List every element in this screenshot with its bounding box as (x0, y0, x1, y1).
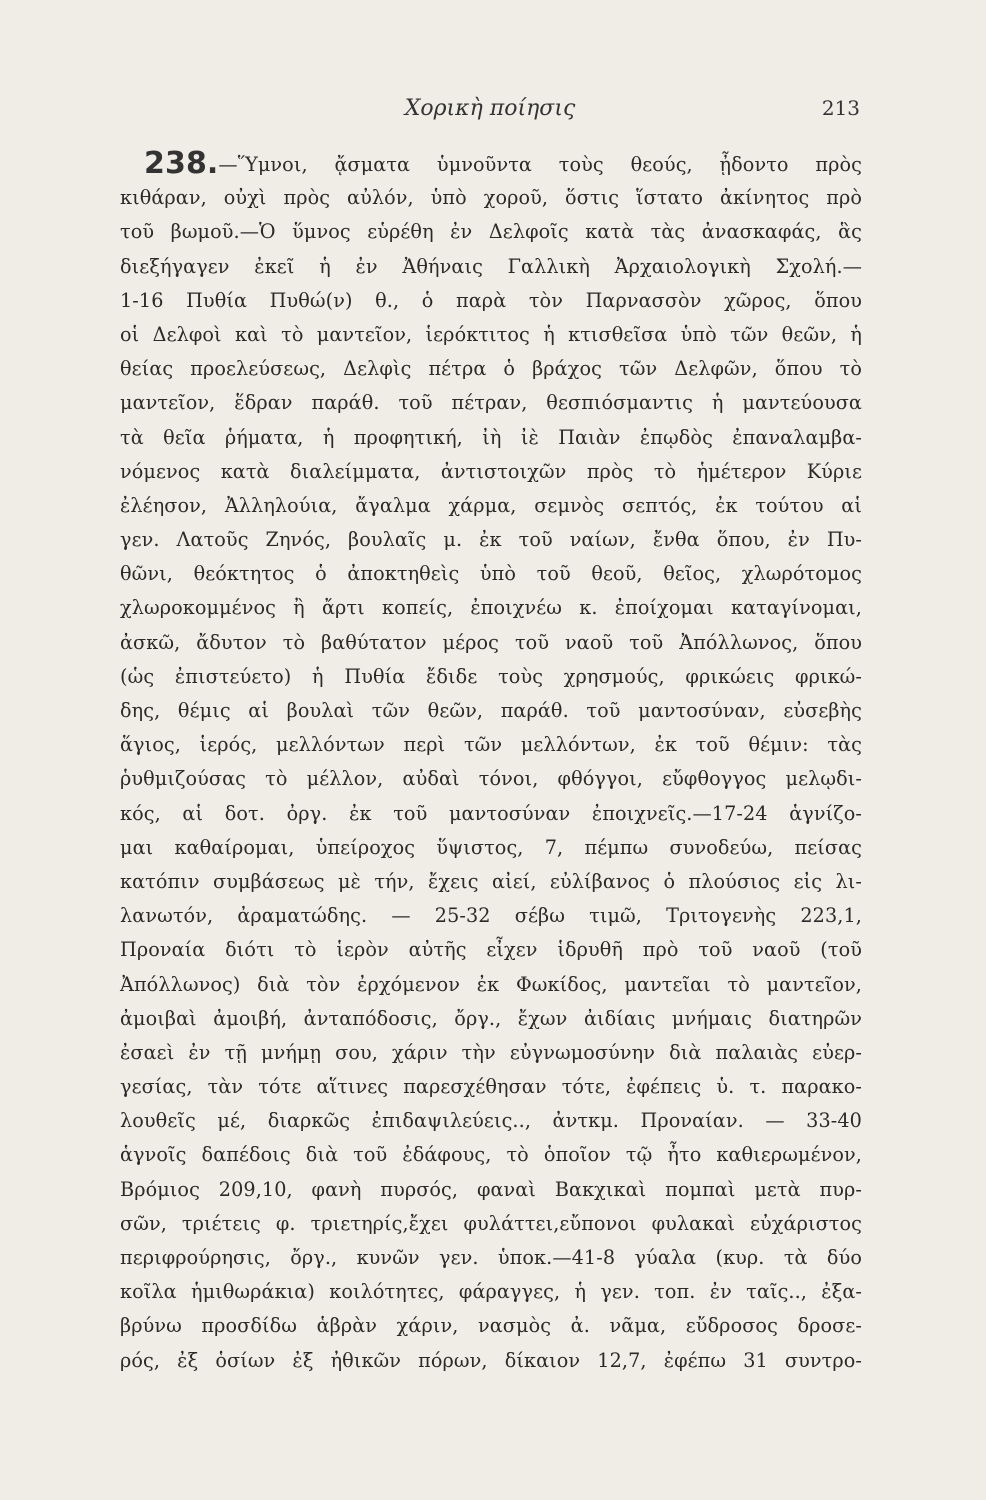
page-number: 213 (821, 96, 860, 120)
commentary-text (120, 147, 862, 1378)
entry-number: 238. (144, 146, 219, 181)
text-line: οἱ Δελφοὶ καὶ τὸ μαντεῖον, ἱερόκτιτος ἡ κτισθεῖσα ὑπὸ τῶν θεῶν, ἡ (120, 322, 862, 346)
text-line: ῥυθμιζούσας τὸ μέλλον, αὐδαὶ τόνοι, φθόγγοι, εὔφθογγος μελῳδι- (120, 767, 862, 791)
text-line: λουθεῖς μέ, διαρκῶς ἐπιδαψιλεύεις.., ἀντκμ. Προναίαν. — 33-40 (120, 1109, 862, 1133)
running-title: Χορικὴ ποίησις (404, 96, 576, 121)
text-line: Προναία διότι τὸ ἱερὸν αὐτῆς εἶχεν ἱδρυθῆ πρὸ τοῦ ναοῦ (τοῦ (120, 938, 862, 962)
text-line: ἁγνοῖς δαπέδοις διὰ τοῦ ἐδάφους, τὸ ὁποῖον τῷ ἦτο καθιερωμένον, (120, 1143, 862, 1167)
text-line: μαι καθαίρομαι, ὑπείροχος ὕψιστος, 7, πέμπω συνοδεύω, πείσας (120, 835, 862, 859)
text-line: ἐλέησον, Ἀλληλούια, ἄγαλμα χάρμα, σεμνὸς σεπτός, ἐκ τούτου αἱ (120, 493, 862, 517)
text-line: ρός, ἐξ ὁσίων ἐξ ἠθικῶν πόρων, δίκαιον 12,7, ἐφέπω 31 συντρο- (120, 1348, 862, 1372)
text-line: κοῖλα ἡμιθωράκια) κοιλότητες, φάραγγες, ἡ γεν. τοπ. ἐν ταῖς.., ἐξα- (120, 1280, 862, 1304)
text-line: κός, αἱ δοτ. ὀργ. ἐκ τοῦ μαντοσύναν ἐποιχνεῖς.—17-24 ἁγνίζο- (120, 801, 862, 825)
text-line: μαντεῖον, ἕδραν παράθ. τοῦ πέτραν, θεσπιόσμαντις ἡ μαντεύουσα (120, 391, 862, 415)
text-line: Ἀπόλλωνος) διὰ τὸν ἐρχόμενον ἐκ Φωκίδος, μαντεῖαι τὸ μαντεῖον, (120, 972, 862, 996)
text-line: τοῦ βωμοῦ.—Ὁ ὕμνος εὑρέθη ἐν Δελφοῖς κατὰ τὰς ἀνασκαφάς, ἃς (120, 220, 862, 244)
entry-first-line: —Ὕμνοι, ᾄσματα ὑμνοῦντα τοὺς θεούς, ᾖδοντο πρὸς (218, 153, 862, 176)
page-header (120, 96, 860, 136)
text-line: σῶν, τριέτεις φ. τριετηρίς,ἔχει φυλάττει,εὔπονοι φυλακαὶ εὐχάριστος (120, 1211, 862, 1235)
text-line: τὰ θεῖα ῥήματα, ἡ προφητική, ἰὴ ἰὲ Παιὰν ἐπῳδὸς ἐπαναλαμβα- (120, 425, 862, 449)
text-line: λανωτόν, ἀραματώδης. — 25-32 σέβω τιμῶ, Τριτογενὴς 223,1, (120, 904, 862, 928)
text-line: γεν. Λατοῦς Ζηνός, βουλαῖς μ. ἐκ τοῦ ναίων, ἔνθα ὅπου, ἐν Πυ- (120, 528, 862, 552)
text-line: διεξήγαγεν ἐκεῖ ἡ ἐν Ἀθήναις Γαλλικὴ Ἀρχαιολογικὴ Σχολή.— (120, 254, 862, 278)
text-line: ἅγιος, ἱερός, μελλόντων περὶ τῶν μελλόντων, ἐκ τοῦ θέμιν: τὰς (120, 733, 862, 757)
text-line: νόμενος κατὰ διαλείμματα, ἀντιστοιχῶν πρὸς τὸ ἡμέτερον Κύριε (120, 459, 862, 483)
text-line: ἀσκῶ, ἄδυτον τὸ βαθύτατον μέρος τοῦ ναοῦ τοῦ Ἀπόλλωνος, ὅπου (120, 630, 862, 654)
text-line: δης, θέμις αἱ βουλαὶ τῶν θεῶν, παράθ. τοῦ μαντοσύναν, εὐσεβὴς (120, 699, 862, 722)
text-line (120, 147, 862, 181)
text-line: βρύνω προσδίδω ἁβρὰν χάριν, νασμὸς ἀ. νᾶμα, εὔδροσος δροσε- (120, 1314, 862, 1338)
text-line: ἀμοιβαὶ ἀμοιβή, ἀνταπόδοσις, ὄργ., ἔχων ἀιδίαις μνήμαις διατηρῶν (120, 1006, 862, 1030)
text-line: θῶνι, θεόκτητος ὁ ἀποκτηθεὶς ὑπὸ τοῦ θεοῦ, θεῖος, χλωρότομος (120, 562, 862, 586)
text-line: ἐσαεὶ ἐν τῇ μνήμῃ σου, χάριν τὴν εὐγνωμοσύνην διὰ παλαιὰς εὐερ- (120, 1040, 862, 1064)
text-line: χλωροκομμένος ἢ ἄρτι κοπείς, ἐποιχνέω κ. ἐποίχομαι καταγίνομαι, (120, 596, 862, 620)
text-line: Βρόμιος 209,10, φανὴ πυρσός, φαναὶ Βακχικαὶ πομπαὶ μετὰ πυρ- (120, 1177, 862, 1201)
text-line: 1-16 Πυθία Πυθώ(ν) θ., ὁ παρὰ τὸν Παρνασσὸν χῶρος, ὅπου (120, 288, 862, 312)
text-line: κατόπιν συμβάσεως μὲ τήν, ἔχεις αἰεί, εὐλίβανος ὁ πλούσιος εἰς λι- (120, 869, 862, 893)
text-line: (ὡς ἐπιστεύετο) ἡ Πυθία ἔδιδε τοὺς χρησμούς, φρικώεις φρικώ- (120, 664, 862, 688)
text-line: κιθάραν, οὐχὶ πρὸς αὐλόν, ὑπὸ χοροῦ, ὅστις ἵστατο ἀκίνητος πρὸ (120, 186, 862, 210)
text-line: θείας προελεύσεως, Δελφὶς πέτρα ὁ βράχος τῶν Δελφῶν, ὅπου τὸ (120, 357, 862, 381)
text-line: γεσίας, τὰν τότε αἵτινες παρεσχέθησαν τότε, ἐφέπεις ὑ. τ. παρακο- (120, 1075, 862, 1099)
text-line: περιφρούρησις, ὄργ., κυνῶν γεν. ὑποκ.—41-8 γύαλα (κυρ. τὰ δύο (120, 1246, 862, 1269)
